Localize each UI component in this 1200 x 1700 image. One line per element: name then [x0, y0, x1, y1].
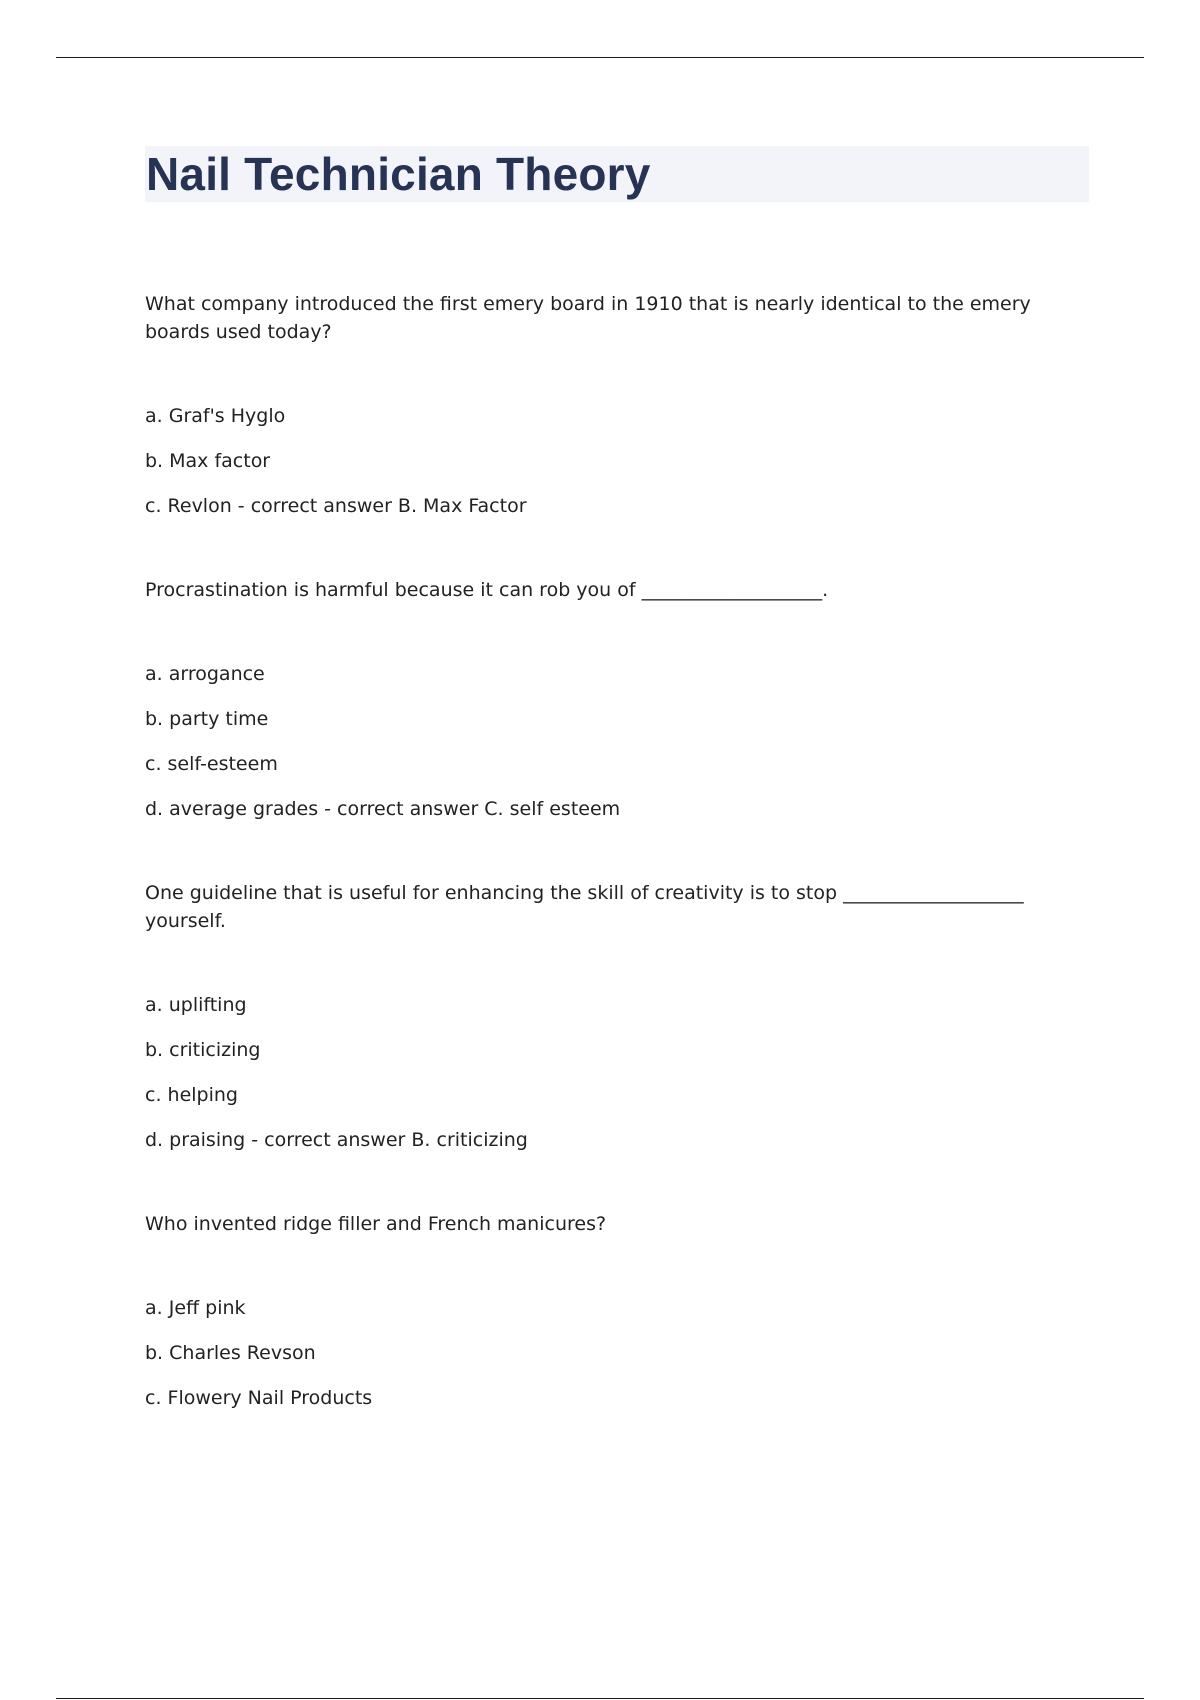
answer-option: b. party time: [145, 708, 269, 730]
answer-options: [145, 991, 1085, 1154]
answer-options: [145, 402, 1085, 520]
question-block: [145, 879, 1085, 1154]
answer-option: a. uplifting: [145, 994, 247, 1016]
answer-option: b. criticizing: [145, 1039, 261, 1061]
question-text: What company introduced the first emery board in 1910 that is nearly identical to the emery boards used today?: [145, 293, 1031, 343]
answer-option: a. arrogance: [145, 663, 265, 685]
question-block: [145, 576, 1085, 823]
question-text: One guideline that is useful for enhancing the skill of creativity is to stop ___________________ yourself.: [145, 882, 1024, 932]
answer-option: c. helping: [145, 1084, 238, 1106]
question-text: Who invented ridge filler and French manicures?: [145, 1213, 607, 1235]
answer-option: a. Graf's Hyglo: [145, 405, 286, 427]
answer-option: d. average grades - correct answer C. self esteem: [145, 798, 621, 820]
header-rule: [56, 57, 1144, 58]
document-title: Nail Technician Theory: [146, 148, 651, 200]
answer-option: b. Max factor: [145, 450, 271, 472]
answer-option: c. self-esteem: [145, 753, 278, 775]
answer-option: c. Flowery Nail Products: [145, 1387, 373, 1409]
question-block: [145, 290, 1085, 520]
answer-options: [145, 660, 1085, 823]
answer-option: b. Charles Revson: [145, 1342, 316, 1364]
question-text: Procrastination is harmful because it can rob you of ___________________.: [145, 579, 829, 601]
question-block: [145, 1210, 1085, 1412]
footer-rule: [56, 1698, 1144, 1699]
answer-options: [145, 1294, 1085, 1412]
answer-option: c. Revlon - correct answer B. Max Factor: [145, 495, 527, 517]
answer-option: a. Jeff pink: [145, 1297, 246, 1319]
answer-option: d. praising - correct answer B. criticizing: [145, 1129, 528, 1151]
question-list: [145, 290, 1085, 1412]
